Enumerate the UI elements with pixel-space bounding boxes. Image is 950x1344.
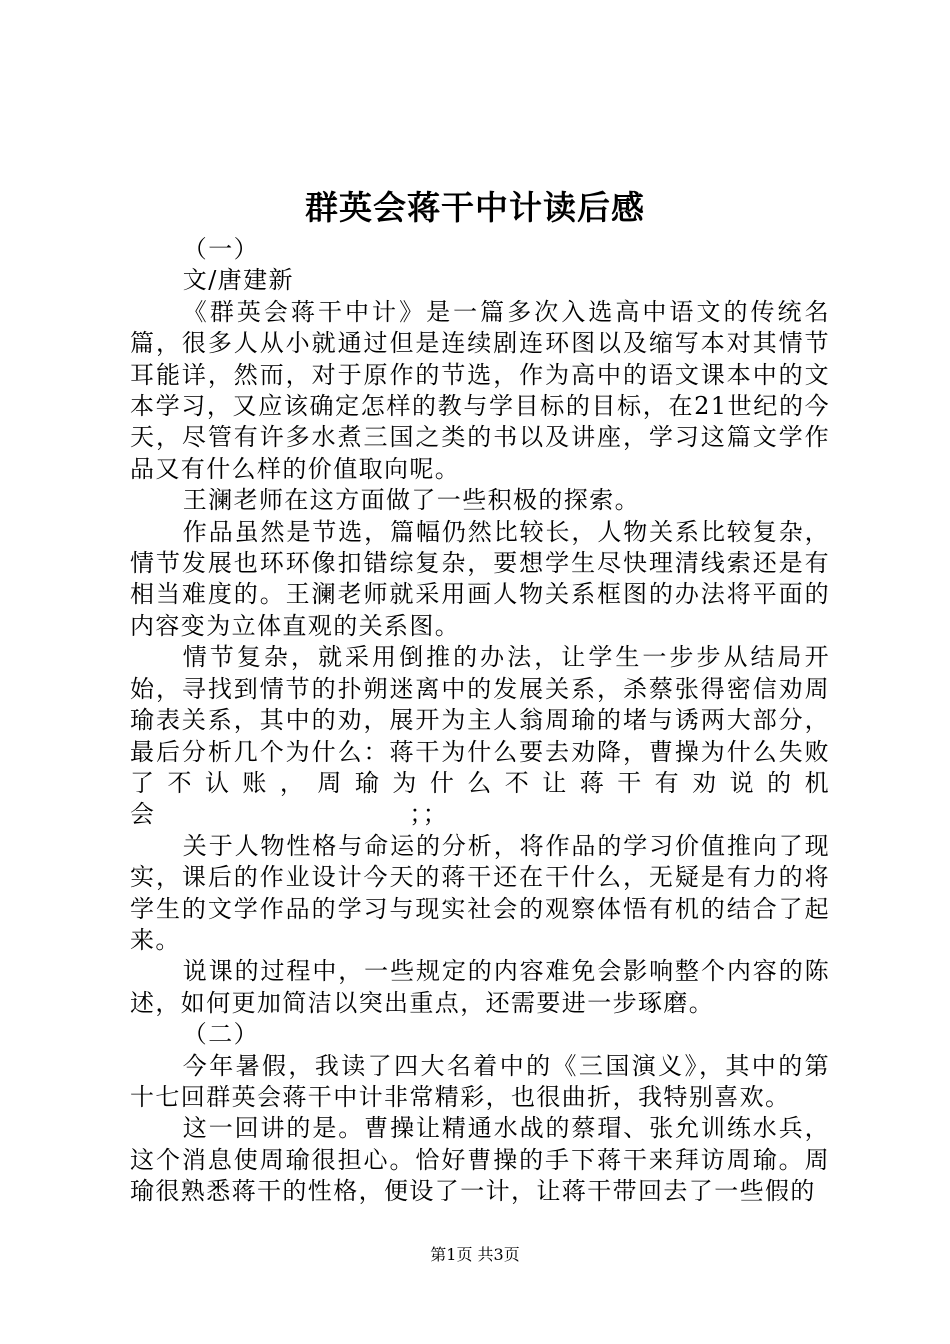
author-line: 文/唐建新: [182, 266, 294, 295]
paragraph: 《群英会蒋干中计》是一篇多次入选高中语文的传统名篇，很多人从小就通过但是连续剧连环图以及缩写本对其情节耳能详，然而，对于原作的节选，作为高中的语文课本中的文本学习，又应该确定怎样的教与学目标的目标，在21世纪的今天，尽管有许多水煮三国之类的书以及讲座，学习这篇文学作品又有什么样的价值取向呢。: [130, 297, 830, 483]
paragraph: 作品虽然是节选，篇幅仍然比较长，人物关系比较复杂，情节发展也环环像扣错综复杂，要想学生尽快理清线索还是有相当难度的。王澜老师就采用画人物关系框图的办法将平面的内容变为立体直观的关系图。: [130, 517, 830, 640]
paragraph: 这一回讲的是。曹操让精通水战的蔡瑁、张允训练水兵，这个消息使周瑜很担心。恰好曹操的手下蒋干来拜访周瑜。周瑜很熟悉蒋干的性格，便设了一计，让蒋干带回去了一些假的: [130, 1114, 830, 1206]
document-body: [130, 234, 830, 1208]
section-marker-one: （一）: [182, 235, 259, 263]
paragraph: 关于人物性格与命运的分析，将作品的学习价值推向了现实，课后的作业设计今天的蒋干还在干什么，无疑是有力的将学生的文学作品的学习与现实社会的观察体悟有机的结合了起来。: [130, 831, 830, 954]
document-title: 群英会蒋干中计读后感: [305, 188, 645, 227]
paragraph: 说课的过程中，一些规定的内容难免会影响整个内容的陈述，如何更加简洁以突出重点，还需要进一步琢磨。: [130, 957, 830, 1017]
paragraph: 今年暑假，我读了四大名着中的《三国演义》，其中的第十七回群英会蒋干中计非常精彩，也很曲折，我特别喜欢。: [130, 1051, 830, 1111]
paragraph: 情节复杂，就采用倒推的办法，让学生一步步从结局开始，寻找到情节的扑朔迷离中的发展关系，杀蔡张得密信劝周瑜表关系，其中的劝，展开为主人翁周瑜的堵与诱两大部分，最后分析几个为什么：蒋干为什么要去劝降，曹操为什么失败了不认账，周瑜为什么不让蒋干有劝说的机会 ；；: [130, 643, 830, 829]
page-footer: 第1页 共3页: [430, 1245, 520, 1264]
paragraph: 王澜老师在这方面做了一些积极的探索。: [182, 486, 640, 515]
section-marker-two: （二）: [182, 1020, 259, 1049]
